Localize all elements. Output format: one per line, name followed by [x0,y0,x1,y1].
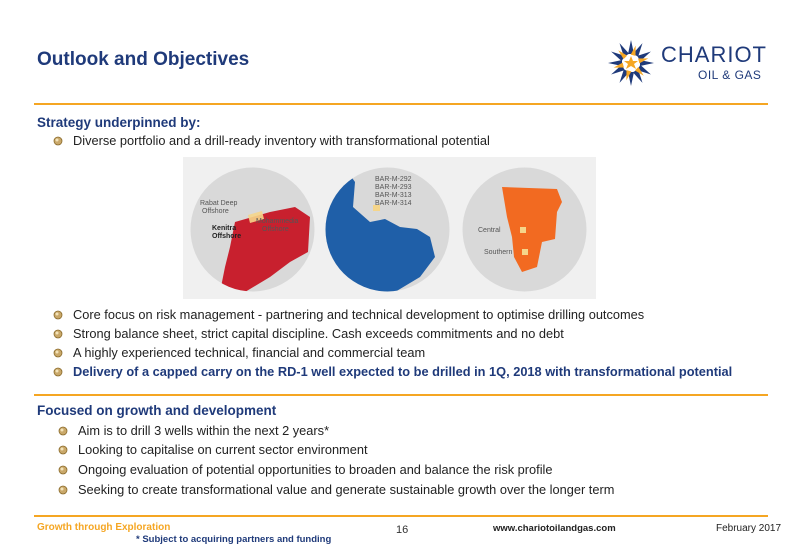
footnote: * Subject to acquiring partners and funding [136,534,332,545]
svg-text:BAR-M-313: BAR-M-313 [375,192,412,199]
bullet-text: Strong balance sheet, strict capital discipline. Cash exceeds commitments and no debt [73,326,564,341]
brazil-map [325,167,450,292]
list-item [53,133,490,148]
list-item [53,326,564,341]
bullet-text: A highly experienced technical, financial and commercial team [73,345,426,360]
bullet-text: Core focus on risk management - partnering and technical development to optimise drilling outcomes [73,307,645,322]
svg-text:BAR-M-293: BAR-M-293 [375,184,412,191]
bullet-icon [53,348,63,358]
sun-burst-logo-icon [606,38,656,88]
footer-date: February 2017 [716,523,782,534]
bullet-icon [58,465,68,475]
bullet-icon [53,367,63,377]
footer-divider [34,515,768,517]
footer-tagline: Growth through Exploration [37,522,171,533]
section-divider [34,394,768,396]
bullet-text: Delivery of a capped carry on the RD-1 well expected to be drilled in 1Q, 2018 with transformational potential [73,364,733,379]
svg-text:Mohammedia: Mohammedia [256,218,299,225]
logo-name: CHARIOT [661,42,767,67]
header-divider [34,103,768,105]
section-heading-strategy: Strategy underpinned by: [37,115,201,130]
bullet-icon [53,136,63,146]
namibia-map [462,167,587,292]
list-item [58,423,329,438]
website-link[interactable]: www.chariotoilandgas.com [493,523,616,534]
company-logo [606,38,776,88]
svg-text:Rabat Deep: Rabat Deep [200,200,238,207]
svg-text:Kenitra: Kenitra [212,225,237,232]
bullet-text: Aim is to drill 3 wells within the next 2 years* [78,423,330,438]
svg-text:Offshore: Offshore [212,233,242,240]
svg-text:BAR-M-292: BAR-M-292 [375,176,412,183]
bullet-text: Ongoing evaluation of potential opportunities to broaden and balance the risk profile [78,462,553,477]
bullet-text: Seeking to create transformational value and generate sustainable growth over the longer term [78,482,615,497]
bullet-text: Diverse portfolio and a drill-ready inventory with transformational potential [73,133,490,148]
list-item [58,482,614,497]
page-number: 16 [396,524,409,536]
svg-text:Central: Central [478,227,501,234]
portfolio-maps [183,157,596,299]
list-item [53,364,732,379]
morocco-map [190,167,315,292]
svg-text:Southern: Southern [484,249,513,256]
svg-text:Offshore: Offshore [202,208,229,215]
bullet-icon [58,426,68,436]
list-item [53,345,425,360]
svg-text:BAR-M-314: BAR-M-314 [375,200,412,207]
section-heading-growth: Focused on growth and development [37,403,277,418]
logo-subtitle: OIL & GAS [698,68,762,82]
list-item [53,307,644,322]
bullet-icon [58,485,68,495]
page-title: Outlook and Objectives [37,49,250,70]
bullet-icon [58,445,68,455]
bullet-icon [53,329,63,339]
svg-text:Offshore: Offshore [262,226,289,233]
bullet-text: Looking to capitalise on current sector environment [78,442,368,457]
bullet-icon [53,310,63,320]
list-item [58,462,553,477]
list-item [58,442,368,457]
